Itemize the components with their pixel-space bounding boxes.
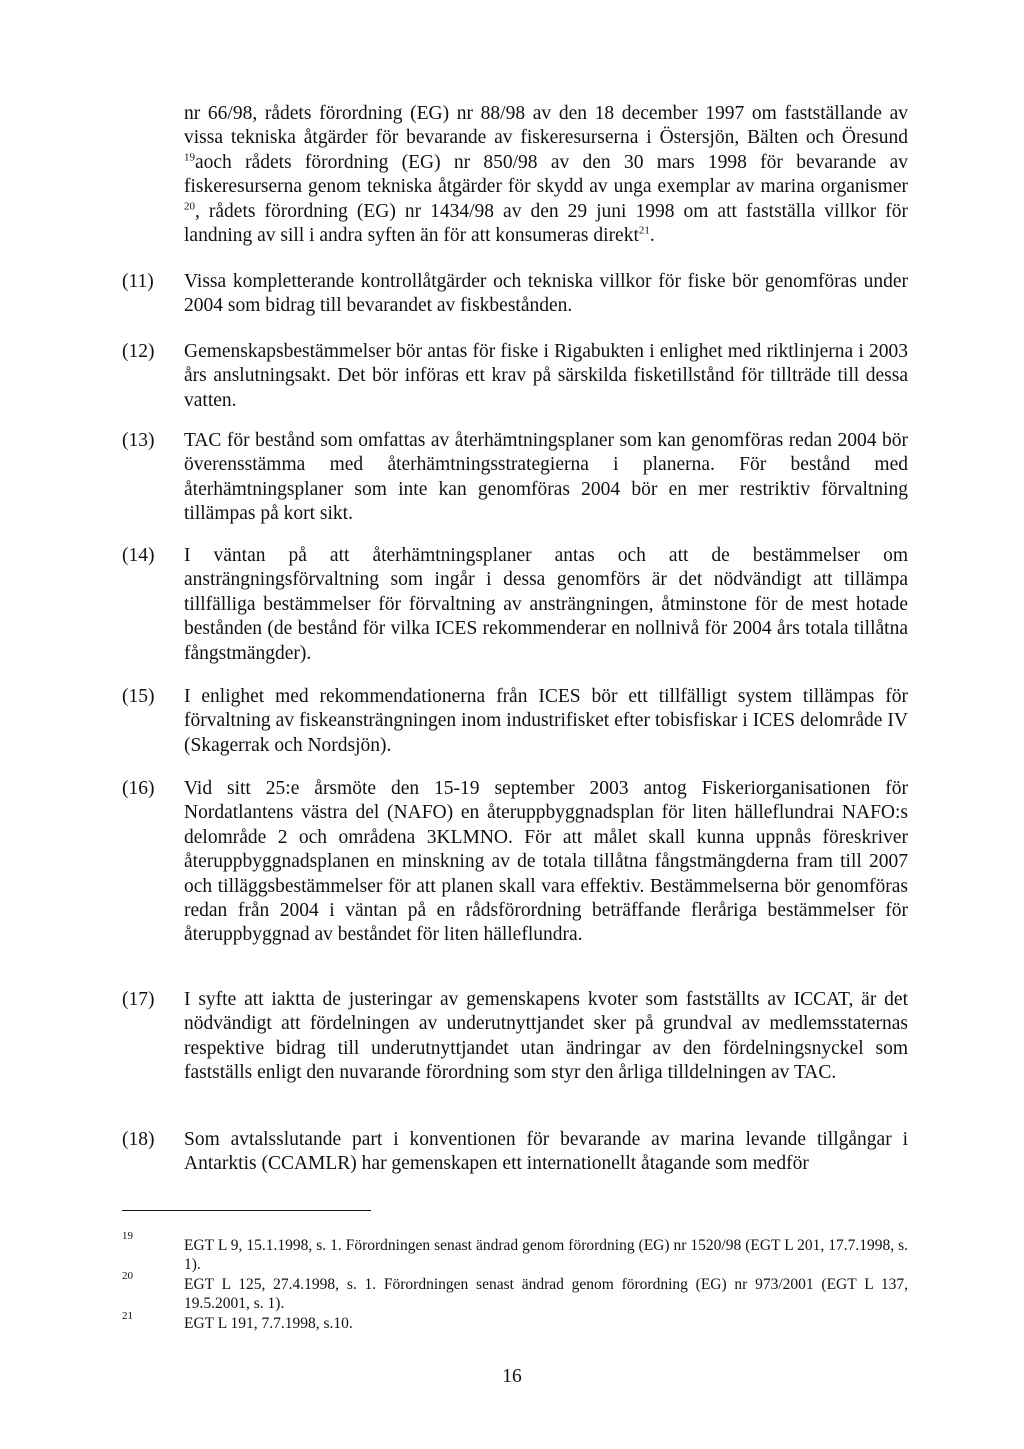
intro-paragraph bbox=[184, 102, 908, 248]
footnote-ref-19[interactable]: 19 bbox=[184, 151, 195, 164]
intro-text-4: . bbox=[649, 225, 655, 247]
page-number: 16 bbox=[502, 1366, 522, 1387]
paragraph-18: Som avtalsslutande part i konventionen för bevarande av marina levande tillgångar i Antarktis (CCAMLR) har gemenskapen ett internationellt åtagande som medför bbox=[184, 1129, 908, 1175]
paragraph-12: Gemenskapsbestämmelser bör antas för fiske i Rigabukten i enlighet med riktlinjerna i 2003 års anslutningsakt. Det bör införas ett krav på särskilda fisketillstånd för tillträde till dessa vatten. bbox=[184, 341, 908, 411]
paragraph-13: TAC för bestånd som omfattas av återhämtningsplaner som kan genomföras redan 2004 bör överensstämma med återhämtningsstrategierna i planerna. För bestånd med återhämtningsplaner som inte kan genomföras 2004 bör en mer restriktiv förvaltning tillämpas på kort sikt. bbox=[184, 430, 908, 525]
footnote-number-21: 21 bbox=[122, 1310, 133, 1322]
footnote-ref-21[interactable]: 21 bbox=[638, 224, 650, 237]
intro-text-3: , rådets förordning (EG) nr 1434/98 av den 29 juni 1998 om att fastställa villkor för landning av sill i andra syften än för att konsumeras direkt bbox=[184, 200, 908, 247]
paragraph-number-15: (15) bbox=[122, 686, 155, 707]
paragraph-15: I enlighet med rekommendationerna från ICES bör ett tillfälligt system tillämpas för förvaltning av fiskeansträngningen inom industrifisket efter tobisfiskar i ICES delområde IV (Skagerrak och Nordsjön). bbox=[184, 686, 908, 756]
intro-text-2: aoch rådets förordning (EG) nr 850/98 av den 30 mars 1998 för bevarande av fiskeresurserna genom tekniska åtgärder för skydd av unga exemplar av marina organismer bbox=[184, 151, 908, 198]
paragraph-17: I syfte att iaktta de justeringar av gemenskapens kvoter som fastställts av ICCAT, är det nödvändigt att fördelningen av underutnyttjandet sker på grundval av medlemsstaternas respektive bidrag till underutnyttjandet utan ändringar av den fördelningsnyckel som fastställs enligt den nuvarande förordning som styr den årliga tilldelningen av TAC. bbox=[184, 989, 908, 1084]
paragraph-number-18: (18) bbox=[122, 1129, 155, 1150]
footnote-21: EGT L 191, 7.7.1998, s.10. bbox=[184, 1315, 353, 1332]
footnote-19: EGT L 9, 15.1.1998, s. 1. Förordningen senast ändrad genom förordning (EG) nr 1520/98 (EGT L 201, 17.7.1998, s. 1). bbox=[184, 1237, 908, 1273]
paragraph-number-12: (12) bbox=[122, 341, 155, 362]
paragraph-number-17: (17) bbox=[122, 989, 155, 1010]
footnote-20: EGT L 125, 27.4.1998, s. 1. Förordningen senast ändrad genom förordning (EG) nr 973/2001 (EGT L 137, 19.5.2001, s. 1). bbox=[184, 1276, 908, 1312]
paragraph-number-16: (16) bbox=[122, 778, 155, 799]
intro-text-1: nr 66/98, rådets förordning (EG) nr 88/98 av den 18 december 1997 om fastställande av vissa tekniska åtgärder för bevarande av fiskeresurserna i Östersjön, Bälten och Öresund bbox=[184, 103, 908, 149]
footnote-number-19: 19 bbox=[122, 1230, 133, 1242]
footnote-separator bbox=[122, 1210, 371, 1211]
paragraph-number-11: (11) bbox=[122, 271, 154, 292]
paragraph-14: I väntan på att återhämtningsplaner antas och att de bestämmelser om ansträngningsförvaltning som ingår i dessa genomförs är det nödvändigt att tillämpa tillfälliga bestämmelser för förvaltning av ansträngningen, åtminstone för de mest hotade bestånden (de bestånd för vilka ICES rekommenderar en nollnivå för 2004 års totala tillåtna fångstmängder). bbox=[184, 545, 908, 664]
paragraph-16: Vid sitt 25:e årsmöte den 15-19 september 2003 antog Fiskeriorganisationen för Nordatlantens västra del (NAFO) en återuppbyggnadsplan för liten hälleflundrai NAFO:s delområde 2 och områdena 3KLMNO. För att målet skall kunna uppnås föreskriver återuppbyggnadsplanen en minskning av de totala tillåtna fångstmängderna fram till 2007 och tilläggsbestämmelser för att planen skall vara effektiv. Bestämmelserna bör genomföras redan från 2004 i väntan på en rådsförordning beträffande fleråriga bestämmelser för återuppbyggnad av beståndet för liten hälleflundra. bbox=[184, 778, 908, 946]
paragraph-number-14: (14) bbox=[122, 545, 155, 566]
paragraph-11: Vissa kompletterande kontrollåtgärder och tekniska villkor för fiske bör genomföras under 2004 som bidrag till bevarandet av fiskbestånden. bbox=[184, 271, 908, 317]
paragraph-number-13: (13) bbox=[122, 430, 155, 451]
footnote-number-20: 20 bbox=[122, 1270, 133, 1282]
footnote-ref-20[interactable]: 20 bbox=[184, 200, 195, 213]
